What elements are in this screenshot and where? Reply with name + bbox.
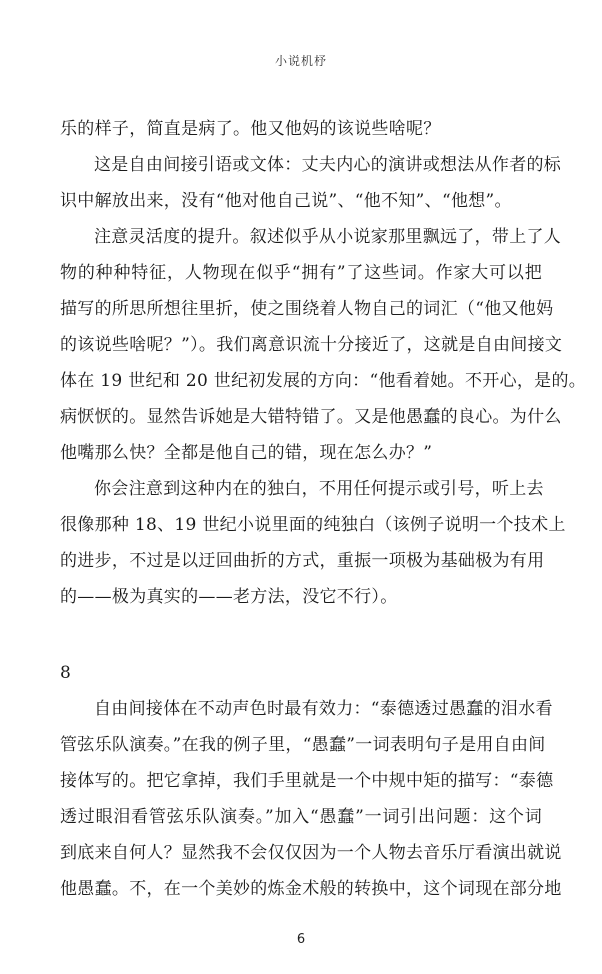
section-number: 8 bbox=[60, 663, 71, 683]
text-line: 这是自由间接引语或文体：丈夫内心的演讲或想法从作者的标 bbox=[94, 155, 562, 175]
text-line: 注意灵活度的提升。叙述似乎从小说家那里飘远了，带上了人 bbox=[94, 227, 562, 247]
section-spacer bbox=[60, 615, 542, 655]
text-line: 乐的样子，简直是病了。他又他妈的该说些啥呢？ bbox=[60, 119, 441, 139]
text-line: 到底来自何人？显然我不会仅仅因为一个人物去音乐厅看演出就说 bbox=[60, 843, 562, 863]
running-head: 小说机杼 bbox=[274, 54, 327, 68]
text-line: 他嘴那么快？全都是他自己的错，现在怎么办？” bbox=[60, 443, 433, 463]
text-line: 物的种种特征，人物现在似乎“拥有”了这些词。作家大可以把 bbox=[60, 263, 542, 283]
text-line: 你会注意到这种内在的独白，不用任何提示或引号，听上去 bbox=[94, 479, 544, 499]
text-line: 很像那种 18、19 世纪小说里面的纯独白（该例子说明一个技术上 bbox=[60, 515, 566, 535]
text-line: 病恹恹的。显然告诉她是大错特错了。又是他愚蠢的良心。为什么 bbox=[60, 407, 562, 427]
text-line: 管弦乐队演奏。”在我的例子里，“愚蠢”一词表明句子是用自由间 bbox=[60, 735, 546, 755]
body-text bbox=[60, 111, 587, 907]
text-line: 识中解放出来，没有“他对他自己说”、“他不知”、“他想”。 bbox=[60, 191, 512, 211]
text-line: 体在 19 世纪和 20 世纪初发展的方向：“他看着她。不开心，是的。 bbox=[60, 371, 587, 391]
text-line: 描写的所思所想往里折，使之围绕着人物自己的词汇（“他又他妈 bbox=[60, 299, 554, 319]
text-line: 他愚蠢。不，在一个美妙的炼金术般的转换中，这个词现在部分地 bbox=[60, 879, 562, 899]
text-line: 的该说些啥呢？”）。我们离意识流十分接近了，这就是自由间接文 bbox=[60, 335, 563, 355]
text-line: 接体写的。把它拿掉，我们手里就是一个中规中矩的描写：“泰德 bbox=[60, 771, 554, 791]
page-number: 6 bbox=[296, 932, 306, 947]
text-line: 自由间接体在不动声色时最有效力：“泰德透过愚蠢的泪水看 bbox=[94, 699, 553, 719]
text-line: 的——极为真实的——老方法，没它不行）。 bbox=[60, 587, 398, 607]
text-line: 的进步，不过是以迂回曲折的方式，重振一项极为基础极为有用 bbox=[60, 551, 545, 571]
text-line: 透过眼泪看管弦乐队演奏。”加入“愚蠢”一词引出问题：这个词 bbox=[60, 807, 542, 827]
